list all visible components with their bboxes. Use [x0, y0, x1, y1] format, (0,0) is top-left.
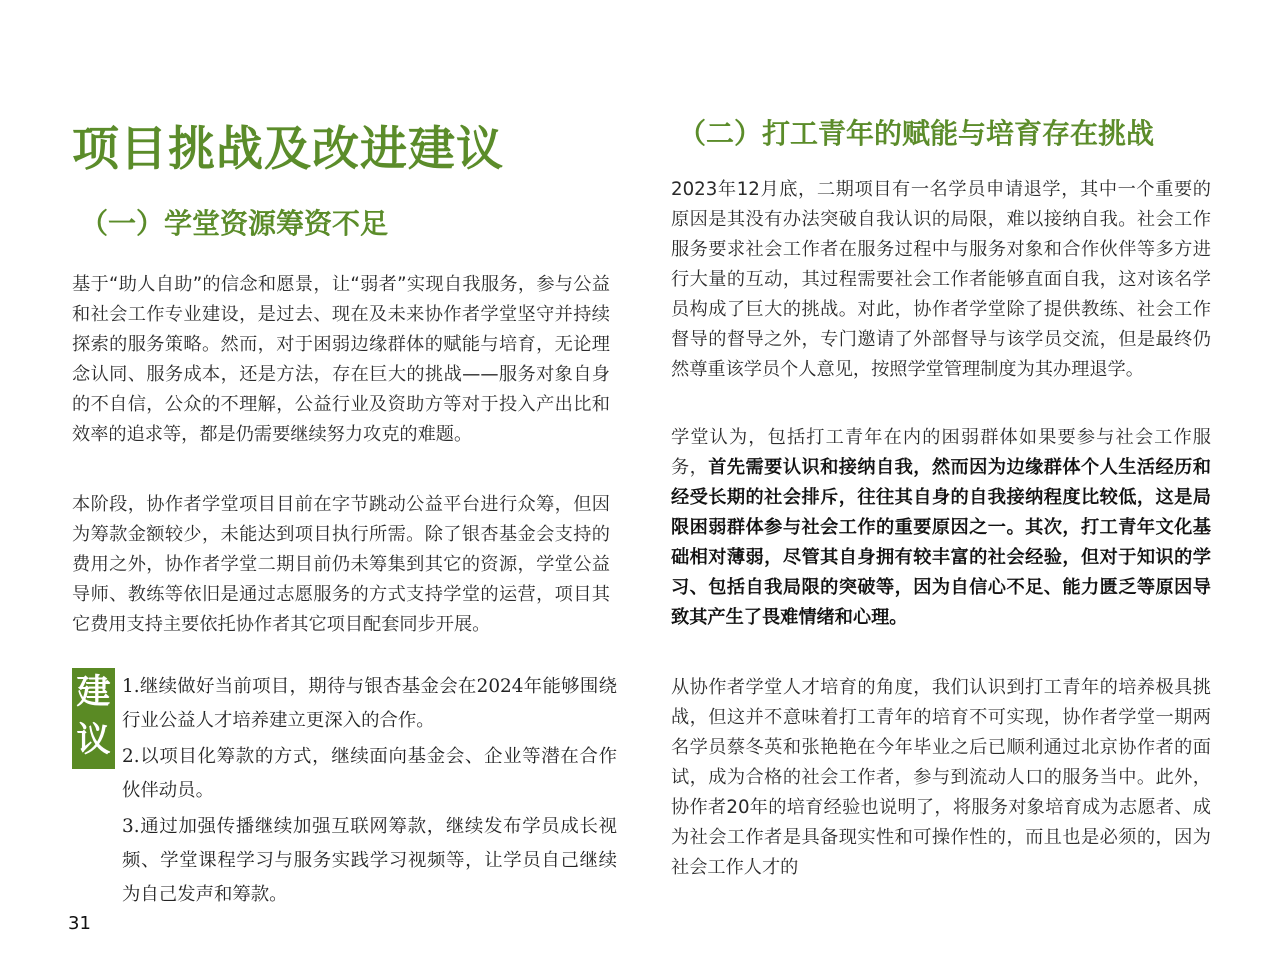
suggestion-item: 3.通过加强传播继续加强互联网筹款，继续发布学员成长视频、学堂课程学习与服务实践学习视频等，让学员自己继续为自己发声和筹款。 [122, 816, 617, 905]
funding-paragraph-1: 基于“助人自助”的信念和愿景，让“弱者”实现自我服务，参与公益和社会工作专业建设，是过去、现在及未来协作者学堂坚守并持续探索的服务策略。然而，对于困弱边缘群体的赋能与培育，无论理念认同、服务成本，还是方法，存在巨大的挑战——服务对象自身的不自信，公众的不理解，公益行业及资助方等对于投入产出比和效率的追求等，都是仍需要继续努力攻克的难题。 [72, 274, 610, 445]
suggestion-badge-char-2: 议 [76, 720, 111, 760]
suggestion-item: 1.继续做好当前项目，期待与银杏基金会在2024年能够围绕行业公益人才培养建立更深入的合作。 [122, 676, 617, 731]
section-title-youth: （二）打工青年的赋能与培育存在挑战 [678, 117, 1155, 150]
section-title-funding: （一）学堂资源筹资不足 [80, 207, 389, 240]
page-number: 31 [68, 913, 91, 934]
suggestion-list [122, 670, 617, 914]
funding-paragraph-2: 本阶段，协作者学堂项目目前在字节跳动公益平台进行众筹，但因为筹款金额较少，未能达到项目执行所需。除了银杏基金会支持的费用之外，协作者学堂二期目前仍未筹集到其它的资源，学堂公益导师、教练等依旧是通过志愿服务的方式支持学堂的运营，项目其它费用支持主要依托协作者其它项目配套同步开展。 [72, 494, 610, 635]
suggestion-badge-char-1: 建 [76, 672, 111, 712]
suggestion-badge [72, 668, 115, 769]
youth-paragraph-2 [671, 423, 1211, 633]
youth-paragraph-2-emphasis: 首先需要认识和接纳自我，然而因为边缘群体个人生活经历和经受长期的社会排斥，往往其自身的自我接纳程度比较低，这是局限困弱群体参与社会工作的重要原因之一。其次，打工青年文化基础相对薄弱，尽管其自身拥有较丰富的社会经验，但对于知识的学习、包括自我局限的突破等，因为自信心不足、能力匮乏等原因导致其产生了畏难情绪和心理。 [671, 457, 1211, 628]
suggestion-item: 2.以项目化筹款的方式，继续面向基金会、企业等潜在合作伙伴动员。 [122, 746, 617, 801]
youth-paragraph-1: 2023年12月底，二期项目有一名学员申请退学，其中一个重要的原因是其没有办法突破自我认识的局限，难以接纳自我。社会工作服务要求社会工作者在服务过程中与服务对象和合作伙伴等多方进行大量的互动，其过程需要社会工作者能够直面自我，这对该名学员构成了巨大的挑战。对此，协作者学堂除了提供教练、社会工作督导的督导之外，专门邀请了外部督导与该学员交流，但是最终仍然尊重该学员个人意见，按照学堂管理制度为其办理退学。 [671, 179, 1211, 380]
youth-paragraph-2-lead: 学堂认为，包括打工青年在内的困弱群体如果要参与社会工作服务， [671, 427, 1211, 478]
youth-paragraph-3: 从协作者学堂人才培育的角度，我们认识到打工青年的培养极具挑战，但这并不意味着打工青年的培育不可实现，协作者学堂一期两名学员蔡冬英和张艳艳在今年毕业之后已顺利通过北京协作者的面试，成为合格的社会工作者，参与到流动人口的服务当中。此外，协作者20年的培育经验也说明了，将服务对象培育成为志愿者、成为社会工作者是具备现实性和可操作性的，而且也是必须的，因为社会工作人才的 [671, 677, 1211, 878]
page-title: 项目挑战及改进建议 [72, 122, 504, 177]
